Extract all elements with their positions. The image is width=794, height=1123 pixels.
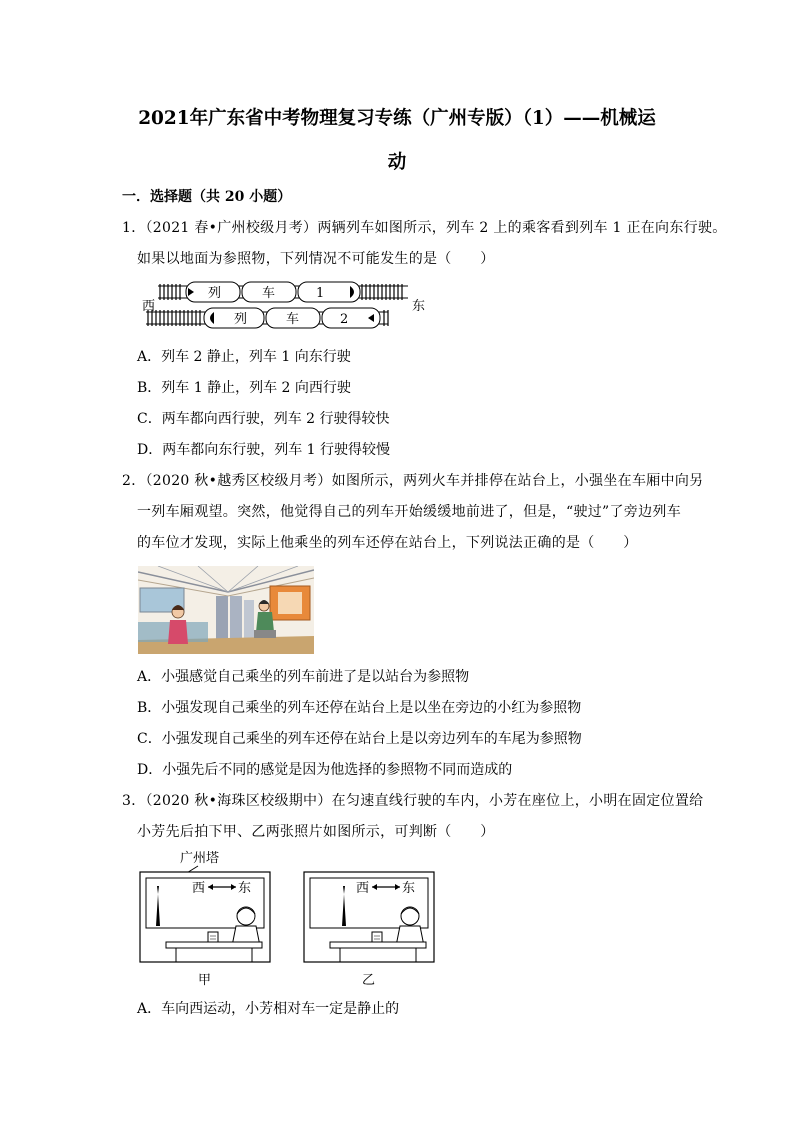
- photos-figure: [136, 846, 440, 992]
- section-heading: 一．选择题（共 20 小题）: [122, 189, 292, 205]
- question-2-option-d: D．小强先后不同的感觉是因为他选择的参照物不同而造成的: [137, 762, 513, 778]
- photo-jia: [140, 872, 270, 962]
- question-3-line-1: 3．（2020 秋•海珠区校级期中）在匀速直线行驶的车内，小芳在座位上，小明在固定位置给: [122, 793, 704, 809]
- train-2-label-b: 车: [286, 312, 300, 327]
- east-label: 东: [412, 299, 426, 314]
- caption-jia: 甲: [198, 973, 212, 988]
- train-2-label-c: 2: [340, 312, 349, 327]
- question-2-option-a: A．小强感觉自己乘坐的列车前进了是以站台为参照物: [137, 669, 470, 685]
- caption-yi: 乙: [362, 973, 376, 988]
- question-3-line-2: 小芳先后拍下甲、乙两张照片如图所示，可判断（ ）: [137, 824, 495, 840]
- question-2-option-c: C．小强发现自己乘坐的列车还停在站台上是以旁边列车的车尾为参照物: [137, 731, 582, 747]
- guangzhou-tower-label: 广州塔: [180, 851, 220, 866]
- question-1-option-b: B．列车 1 静止，列车 2 向西行驶: [137, 380, 351, 396]
- train-1-label-c: 1: [316, 286, 325, 301]
- train-1-label-b: 车: [262, 286, 276, 301]
- photo-yi: [304, 872, 434, 962]
- photo-yi-east-label: 东: [402, 881, 416, 896]
- question-2-line-3: 的车位才发现，实际上他乘坐的列车还停在站台上，下列说法正确的是（ ）: [137, 535, 638, 551]
- photo-jia-west-label: 西: [192, 881, 206, 896]
- photo-yi-west-label: 西: [356, 881, 370, 896]
- question-3-option-a: A．车向西运动，小芳相对车一定是静止的: [137, 1001, 400, 1017]
- question-2-line-2: 一列车厢观望。突然，他觉得自己的列车开始缓缓地前进了，但是，“驶过”了旁边列车: [137, 504, 682, 520]
- question-1-line-2: 如果以地面为参照物，下列情况不可能发生的是（ ）: [137, 251, 495, 267]
- two-trains-figure: [138, 278, 428, 334]
- question-1-option-d: D．两车都向东行驶，列车 1 行驶得较慢: [137, 442, 391, 458]
- photo-jia-east-label: 东: [238, 881, 252, 896]
- question-1-option-c: C．两车都向西行驶，列车 2 行驶得较快: [137, 411, 390, 427]
- question-2-line-1: 2．（2020 秋•越秀区校级月考）如图所示，两列火车并排停在站台上，小强坐在车厢中向另: [122, 473, 704, 489]
- page-title: 2021年广东省中考物理复习专练（广州专版）（1）——机械运: [138, 108, 656, 129]
- question-1-line-1: 1．（2021 春•广州校级月考）两辆列车如图所示，列车 2 上的乘客看到列车 1 正在向东行驶。: [122, 220, 727, 236]
- question-1-option-a: A．列车 2 静止，列车 1 向东行驶: [137, 349, 351, 365]
- page-title-continued: 动: [387, 152, 407, 173]
- question-2-option-b: B．小强发现自己乘坐的列车还停在站台上是以坐在旁边的小红为参照物: [137, 700, 582, 716]
- train-interior-illustration: [138, 566, 314, 654]
- train-1-label-a: 列: [208, 286, 222, 301]
- west-label: 西: [142, 299, 156, 314]
- train-2-label-a: 列: [234, 312, 248, 327]
